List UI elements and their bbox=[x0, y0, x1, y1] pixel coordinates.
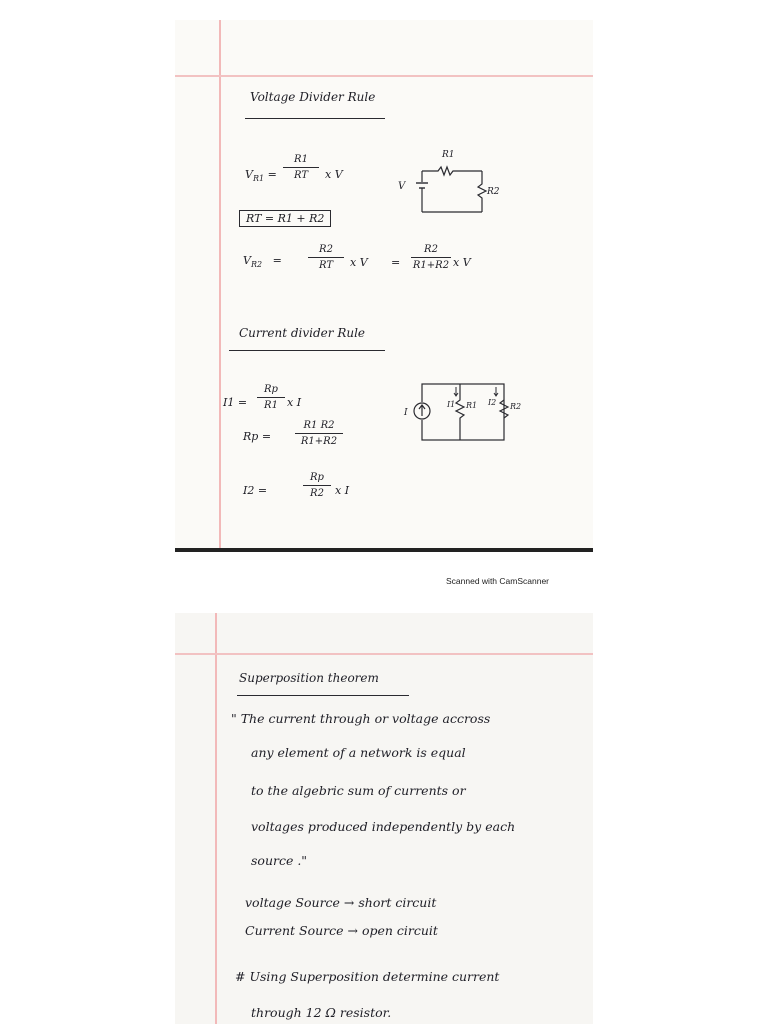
margin-line-vertical bbox=[219, 20, 221, 552]
vr2-lhs: $V_{R2}$ = bbox=[243, 254, 282, 270]
vr2-times-v-2: x V bbox=[453, 256, 471, 269]
notebook-page-2 bbox=[175, 613, 593, 1024]
quote-line-1: " The current through or voltage accross bbox=[231, 711, 491, 726]
i2-fraction: Rp R2 bbox=[303, 472, 331, 499]
superposition-title-underline bbox=[237, 695, 409, 696]
problem-line-2: through 12 Ω resistor. bbox=[251, 1005, 392, 1020]
rule-current-source: Current Source → open circuit bbox=[245, 923, 438, 938]
cdr-circuit-i1-label: I1 bbox=[447, 400, 456, 409]
vr1-lhs: $V_{R1}$ = bbox=[245, 168, 277, 184]
notebook-page-1 bbox=[175, 20, 593, 552]
vdr-title-underline bbox=[245, 118, 385, 119]
rule-voltage-source: voltage Source → short circuit bbox=[245, 895, 437, 910]
cdr-circuit-r1-label: R1 bbox=[466, 401, 478, 410]
quote-line-4: voltages produced independently by each bbox=[251, 819, 516, 834]
current-divider-circuit bbox=[400, 378, 530, 444]
i2-times-i: x I bbox=[335, 484, 350, 497]
i1-lhs: I1 = bbox=[223, 396, 248, 409]
vr1-times-v: x V bbox=[325, 168, 343, 181]
quote-line-3: to the algebric sum of currents or bbox=[251, 783, 466, 798]
vdr-circuit-r1-label: R1 bbox=[442, 150, 455, 160]
vdr-title: Voltage Divider Rule bbox=[250, 90, 376, 104]
vr2-fraction-expanded: R2 R1+R2 bbox=[412, 244, 450, 271]
scanner-caption: Scanned with CamScanner bbox=[446, 576, 550, 586]
margin-line-horizontal bbox=[175, 653, 593, 655]
vr2-fraction: R2 RT bbox=[308, 244, 344, 271]
cdr-title-underline bbox=[229, 350, 385, 351]
cdr-circuit-source-label: I bbox=[404, 408, 408, 418]
margin-line-vertical bbox=[215, 613, 217, 1024]
i1-times-i: x I bbox=[287, 396, 302, 409]
rt-boxed-equation: RT = R1 + R2 bbox=[239, 210, 331, 227]
rp-fraction: R1 R2 R1+R2 bbox=[295, 420, 343, 447]
rp-lhs: Rp = bbox=[243, 430, 272, 443]
margin-line-horizontal bbox=[175, 75, 593, 77]
problem-line-1: # Using Superposition determine current bbox=[235, 969, 500, 984]
quote-line-2: any element of a network is equal bbox=[251, 745, 466, 760]
superposition-title: Superposition theorem bbox=[239, 671, 379, 685]
vdr-circuit-r2-label: R2 bbox=[487, 187, 500, 197]
cdr-title: Current divider Rule bbox=[239, 326, 366, 340]
vdr-circuit-source-label: V bbox=[398, 181, 406, 192]
vr2-times-v: x V bbox=[350, 256, 368, 269]
i1-fraction: Rp R1 bbox=[257, 384, 285, 411]
page-edge-shadow bbox=[175, 548, 593, 552]
cdr-circuit-r2-label: R2 bbox=[510, 402, 522, 411]
i2-lhs: I2 = bbox=[243, 484, 268, 497]
voltage-divider-circuit bbox=[390, 146, 500, 216]
vr2-equals: = bbox=[391, 256, 401, 269]
vr1-fraction: R1 RT bbox=[283, 154, 319, 181]
quote-line-5: source ." bbox=[251, 853, 308, 868]
cdr-circuit-i2-label: I2 bbox=[488, 398, 497, 407]
